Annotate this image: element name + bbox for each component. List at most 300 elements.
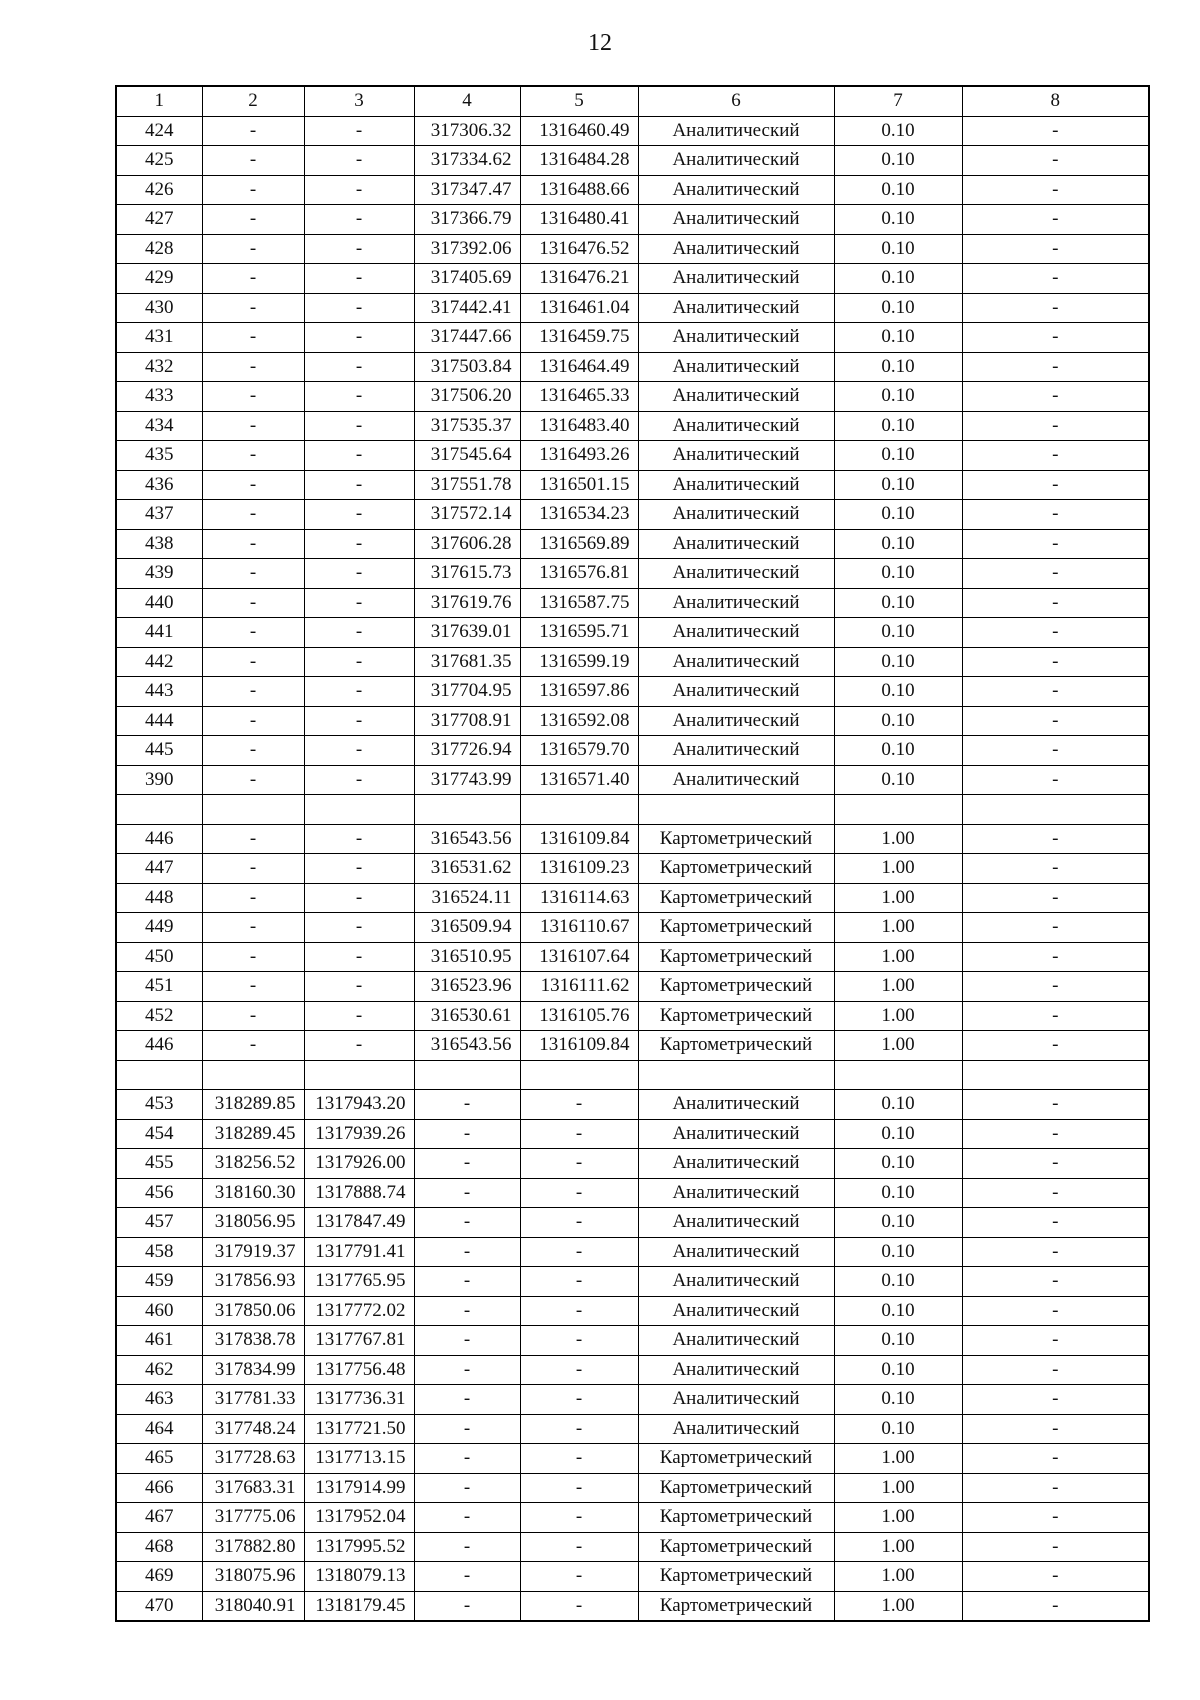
coord-x-old-cell: - xyxy=(202,146,304,176)
coord-y-new-cell: - xyxy=(520,1385,638,1415)
coord-y-old-cell: - xyxy=(304,913,414,943)
table-row xyxy=(116,1149,1149,1179)
accuracy-cell: 0.10 xyxy=(834,529,962,559)
coord-x-new-cell: - xyxy=(414,1385,520,1415)
point-number-cell: 390 xyxy=(116,765,202,795)
method-cell: Аналитический xyxy=(638,1326,834,1356)
coord-y-old-cell: - xyxy=(304,883,414,913)
coord-y-old-cell: - xyxy=(304,382,414,412)
accuracy-cell: 0.10 xyxy=(834,736,962,766)
point-number-cell: 454 xyxy=(116,1119,202,1149)
coord-y-new-cell: 1316579.70 xyxy=(520,736,638,766)
point-number-cell: 441 xyxy=(116,618,202,648)
table-row xyxy=(116,1178,1149,1208)
coord-y-new-cell: 1316599.19 xyxy=(520,647,638,677)
coord-y-new-cell: 1316107.64 xyxy=(520,942,638,972)
table-row xyxy=(116,352,1149,382)
description-cell: - xyxy=(962,1267,1149,1297)
point-number-cell: 445 xyxy=(116,736,202,766)
description-cell xyxy=(962,795,1149,825)
coord-x-old-cell: - xyxy=(202,765,304,795)
method-cell: Аналитический xyxy=(638,647,834,677)
coord-x-new-cell: 316510.95 xyxy=(414,942,520,972)
method-cell: Аналитический xyxy=(638,618,834,648)
accuracy-cell: 0.10 xyxy=(834,559,962,589)
description-cell: - xyxy=(962,1119,1149,1149)
coordinates-table xyxy=(115,85,1150,1622)
table-row xyxy=(116,323,1149,353)
description-cell: - xyxy=(962,942,1149,972)
description-cell: - xyxy=(962,588,1149,618)
coord-x-new-cell: - xyxy=(414,1237,520,1267)
column-header: 7 xyxy=(834,86,962,116)
coord-x-old-cell: - xyxy=(202,706,304,736)
point-number-cell: 449 xyxy=(116,913,202,943)
coord-y-old-cell xyxy=(304,795,414,825)
description-cell: - xyxy=(962,1090,1149,1120)
coord-y-new-cell: 1316109.84 xyxy=(520,1031,638,1061)
method-cell: Картометрический xyxy=(638,942,834,972)
coord-x-old-cell: - xyxy=(202,559,304,589)
description-cell: - xyxy=(962,116,1149,146)
description-cell: - xyxy=(962,1591,1149,1621)
coord-y-new-cell: - xyxy=(520,1414,638,1444)
coord-x-old-cell: - xyxy=(202,647,304,677)
description-cell: - xyxy=(962,323,1149,353)
description-cell: - xyxy=(962,824,1149,854)
table-row xyxy=(116,647,1149,677)
coord-y-old-cell: - xyxy=(304,942,414,972)
coord-y-new-cell: - xyxy=(520,1090,638,1120)
point-number-cell: 452 xyxy=(116,1001,202,1031)
point-number-cell: 435 xyxy=(116,441,202,471)
point-number-cell: 450 xyxy=(116,942,202,972)
coord-x-old-cell: 318075.96 xyxy=(202,1562,304,1592)
coord-x-new-cell: 317545.64 xyxy=(414,441,520,471)
coord-x-new-cell: 317704.95 xyxy=(414,677,520,707)
point-number-cell: 442 xyxy=(116,647,202,677)
point-number-cell: 467 xyxy=(116,1503,202,1533)
method-cell: Картометрический xyxy=(638,883,834,913)
table-row xyxy=(116,942,1149,972)
table-row xyxy=(116,854,1149,884)
accuracy-cell: 1.00 xyxy=(834,1473,962,1503)
method-cell: Картометрический xyxy=(638,913,834,943)
description-cell: - xyxy=(962,264,1149,294)
coord-x-new-cell: - xyxy=(414,1532,520,1562)
coord-y-old-cell: 1318179.45 xyxy=(304,1591,414,1621)
point-number-cell: 469 xyxy=(116,1562,202,1592)
accuracy-cell: 1.00 xyxy=(834,1532,962,1562)
coord-y-old-cell: - xyxy=(304,500,414,530)
table-row xyxy=(116,972,1149,1002)
method-cell: Аналитический xyxy=(638,293,834,323)
point-number-cell: 446 xyxy=(116,1031,202,1061)
coord-y-new-cell: 1316483.40 xyxy=(520,411,638,441)
coord-x-old-cell: 318056.95 xyxy=(202,1208,304,1238)
coord-y-new-cell: - xyxy=(520,1119,638,1149)
coord-x-new-cell: - xyxy=(414,1090,520,1120)
accuracy-cell: 1.00 xyxy=(834,1444,962,1474)
table-row xyxy=(116,1296,1149,1326)
accuracy-cell: 0.10 xyxy=(834,1385,962,1415)
coord-y-new-cell: - xyxy=(520,1591,638,1621)
coord-y-new-cell: 1316459.75 xyxy=(520,323,638,353)
coord-y-old-cell: - xyxy=(304,706,414,736)
column-header: 2 xyxy=(202,86,304,116)
accuracy-cell: 0.10 xyxy=(834,441,962,471)
method-cell: Картометрический xyxy=(638,1503,834,1533)
coord-x-new-cell: 317405.69 xyxy=(414,264,520,294)
coord-x-old-cell: - xyxy=(202,323,304,353)
method-cell: Аналитический xyxy=(638,116,834,146)
coord-y-new-cell: 1316476.52 xyxy=(520,234,638,264)
coord-y-new-cell: - xyxy=(520,1326,638,1356)
table-row xyxy=(116,1385,1149,1415)
coord-y-new-cell: 1316109.84 xyxy=(520,824,638,854)
page-number: 12 xyxy=(588,30,612,56)
description-cell: - xyxy=(962,1296,1149,1326)
method-cell: Картометрический xyxy=(638,1562,834,1592)
table-row xyxy=(116,264,1149,294)
method-cell: Аналитический xyxy=(638,736,834,766)
coord-x-new-cell: - xyxy=(414,1178,520,1208)
method-cell: Картометрический xyxy=(638,824,834,854)
accuracy-cell: 0.10 xyxy=(834,352,962,382)
method-cell: Аналитический xyxy=(638,175,834,205)
accuracy-cell: 0.10 xyxy=(834,765,962,795)
point-number-cell: 468 xyxy=(116,1532,202,1562)
coord-x-new-cell xyxy=(414,795,520,825)
coord-y-new-cell: 1316597.86 xyxy=(520,677,638,707)
coord-x-old-cell: - xyxy=(202,618,304,648)
table-row xyxy=(116,382,1149,412)
coord-x-old-cell: 317850.06 xyxy=(202,1296,304,1326)
coord-y-old-cell: - xyxy=(304,146,414,176)
table-row xyxy=(116,1355,1149,1385)
accuracy-cell: 0.10 xyxy=(834,470,962,500)
coord-x-new-cell: 317681.35 xyxy=(414,647,520,677)
table-row xyxy=(116,1237,1149,1267)
table-row xyxy=(116,1414,1149,1444)
coord-y-new-cell: 1316105.76 xyxy=(520,1001,638,1031)
coord-x-old-cell: - xyxy=(202,588,304,618)
coord-x-old-cell: - xyxy=(202,500,304,530)
coord-x-new-cell: - xyxy=(414,1503,520,1533)
coord-x-new-cell: 316524.11 xyxy=(414,883,520,913)
coord-y-new-cell: - xyxy=(520,1237,638,1267)
point-number-cell: 458 xyxy=(116,1237,202,1267)
accuracy-cell: 0.10 xyxy=(834,1178,962,1208)
method-cell: Картометрический xyxy=(638,972,834,1002)
coord-x-old-cell: 317838.78 xyxy=(202,1326,304,1356)
coord-x-new-cell xyxy=(414,1060,520,1090)
coord-x-old-cell: - xyxy=(202,913,304,943)
accuracy-cell xyxy=(834,795,962,825)
point-number-cell: 453 xyxy=(116,1090,202,1120)
description-cell: - xyxy=(962,1178,1149,1208)
coord-x-new-cell: 317743.99 xyxy=(414,765,520,795)
point-number-cell xyxy=(116,795,202,825)
method-cell: Картометрический xyxy=(638,1031,834,1061)
point-number-cell: 446 xyxy=(116,824,202,854)
description-cell: - xyxy=(962,1444,1149,1474)
description-cell: - xyxy=(962,146,1149,176)
coord-y-new-cell: - xyxy=(520,1149,638,1179)
method-cell: Картометрический xyxy=(638,1473,834,1503)
method-cell: Аналитический xyxy=(638,1090,834,1120)
table-row xyxy=(116,1326,1149,1356)
coord-y-new-cell: 1316569.89 xyxy=(520,529,638,559)
coord-x-old-cell: 318256.52 xyxy=(202,1149,304,1179)
description-cell: - xyxy=(962,647,1149,677)
coord-x-new-cell: 316523.96 xyxy=(414,972,520,1002)
accuracy-cell: 0.10 xyxy=(834,1237,962,1267)
accuracy-cell: 0.10 xyxy=(834,706,962,736)
description-cell: - xyxy=(962,972,1149,1002)
table-row xyxy=(116,736,1149,766)
coord-x-new-cell: - xyxy=(414,1326,520,1356)
coord-x-old-cell: - xyxy=(202,854,304,884)
method-cell: Аналитический xyxy=(638,500,834,530)
coord-y-new-cell: - xyxy=(520,1473,638,1503)
table-row xyxy=(116,588,1149,618)
method-cell xyxy=(638,1060,834,1090)
coord-x-new-cell: 317347.47 xyxy=(414,175,520,205)
point-number-cell: 466 xyxy=(116,1473,202,1503)
coord-y-new-cell: - xyxy=(520,1208,638,1238)
accuracy-cell: 0.10 xyxy=(834,116,962,146)
description-cell: - xyxy=(962,1149,1149,1179)
coord-x-old-cell: - xyxy=(202,382,304,412)
table-row xyxy=(116,1562,1149,1592)
table-row xyxy=(116,824,1149,854)
coord-y-old-cell: 1317888.74 xyxy=(304,1178,414,1208)
method-cell: Аналитический xyxy=(638,441,834,471)
description-cell: - xyxy=(962,677,1149,707)
coord-x-old-cell: - xyxy=(202,972,304,1002)
coord-y-new-cell: - xyxy=(520,1562,638,1592)
description-cell: - xyxy=(962,913,1149,943)
coord-x-old-cell: - xyxy=(202,205,304,235)
coord-x-old-cell: 317775.06 xyxy=(202,1503,304,1533)
coord-y-old-cell: 1317939.26 xyxy=(304,1119,414,1149)
accuracy-cell: 0.10 xyxy=(834,146,962,176)
accuracy-cell: 0.10 xyxy=(834,175,962,205)
coord-x-new-cell: 317726.94 xyxy=(414,736,520,766)
accuracy-cell: 0.10 xyxy=(834,618,962,648)
accuracy-cell: 0.10 xyxy=(834,647,962,677)
description-cell: - xyxy=(962,470,1149,500)
description-cell xyxy=(962,1060,1149,1090)
point-number-cell: 455 xyxy=(116,1149,202,1179)
coord-y-old-cell: - xyxy=(304,647,414,677)
table-row xyxy=(116,411,1149,441)
table-row xyxy=(116,175,1149,205)
coord-y-new-cell: 1316114.63 xyxy=(520,883,638,913)
method-cell: Аналитический xyxy=(638,146,834,176)
accuracy-cell: 1.00 xyxy=(834,1031,962,1061)
point-number-cell: 444 xyxy=(116,706,202,736)
coord-x-new-cell: - xyxy=(414,1444,520,1474)
coord-y-old-cell: 1317767.81 xyxy=(304,1326,414,1356)
accuracy-cell: 0.10 xyxy=(834,382,962,412)
method-cell: Картометрический xyxy=(638,1591,834,1621)
table-row xyxy=(116,1267,1149,1297)
accuracy-cell: 1.00 xyxy=(834,824,962,854)
description-cell: - xyxy=(962,1532,1149,1562)
table-row xyxy=(116,1532,1149,1562)
table-row xyxy=(116,116,1149,146)
coord-y-old-cell: - xyxy=(304,972,414,1002)
method-cell: Аналитический xyxy=(638,677,834,707)
point-number-cell: 431 xyxy=(116,323,202,353)
point-number-cell: 424 xyxy=(116,116,202,146)
coord-x-new-cell: 316531.62 xyxy=(414,854,520,884)
coord-x-new-cell: 317708.91 xyxy=(414,706,520,736)
point-number-cell: 447 xyxy=(116,854,202,884)
column-header: 8 xyxy=(962,86,1149,116)
coord-x-new-cell: 316543.56 xyxy=(414,824,520,854)
coord-y-old-cell: - xyxy=(304,765,414,795)
accuracy-cell: 0.10 xyxy=(834,1326,962,1356)
coord-y-new-cell: 1316109.23 xyxy=(520,854,638,884)
accuracy-cell: 1.00 xyxy=(834,854,962,884)
description-cell: - xyxy=(962,500,1149,530)
coord-x-old-cell: - xyxy=(202,736,304,766)
coord-y-new-cell: 1316476.21 xyxy=(520,264,638,294)
description-cell: - xyxy=(962,1503,1149,1533)
method-cell: Аналитический xyxy=(638,706,834,736)
method-cell: Аналитический xyxy=(638,1178,834,1208)
description-cell: - xyxy=(962,1473,1149,1503)
coord-x-old-cell: 317919.37 xyxy=(202,1237,304,1267)
coord-x-old-cell: 317748.24 xyxy=(202,1414,304,1444)
description-cell: - xyxy=(962,1237,1149,1267)
description-cell: - xyxy=(962,765,1149,795)
coord-x-new-cell: - xyxy=(414,1208,520,1238)
table-body xyxy=(116,116,1149,1621)
coord-y-old-cell: 1318079.13 xyxy=(304,1562,414,1592)
coord-x-new-cell: - xyxy=(414,1562,520,1592)
coord-x-new-cell: 316543.56 xyxy=(414,1031,520,1061)
coord-y-old-cell: - xyxy=(304,618,414,648)
accuracy-cell: 1.00 xyxy=(834,883,962,913)
table-row xyxy=(116,205,1149,235)
method-cell: Аналитический xyxy=(638,1149,834,1179)
accuracy-cell: 0.10 xyxy=(834,500,962,530)
point-number-cell: 433 xyxy=(116,382,202,412)
coord-x-new-cell: 317619.76 xyxy=(414,588,520,618)
description-cell: - xyxy=(962,529,1149,559)
coord-y-old-cell: 1317721.50 xyxy=(304,1414,414,1444)
coord-x-new-cell: - xyxy=(414,1473,520,1503)
coord-y-new-cell: 1316460.49 xyxy=(520,116,638,146)
method-cell: Аналитический xyxy=(638,323,834,353)
coord-x-new-cell: 317442.41 xyxy=(414,293,520,323)
coord-y-old-cell: 1317765.95 xyxy=(304,1267,414,1297)
coord-x-old-cell: 318289.45 xyxy=(202,1119,304,1149)
coord-y-new-cell xyxy=(520,795,638,825)
table-row xyxy=(116,441,1149,471)
point-number-cell: 438 xyxy=(116,529,202,559)
method-cell: Аналитический xyxy=(638,588,834,618)
table-row xyxy=(116,618,1149,648)
method-cell: Картометрический xyxy=(638,1532,834,1562)
coord-y-old-cell: - xyxy=(304,293,414,323)
column-header: 3 xyxy=(304,86,414,116)
coord-x-new-cell: 317606.28 xyxy=(414,529,520,559)
coord-x-old-cell: - xyxy=(202,293,304,323)
coord-x-old-cell: - xyxy=(202,883,304,913)
description-cell: - xyxy=(962,382,1149,412)
point-number-cell: 457 xyxy=(116,1208,202,1238)
point-number-cell: 461 xyxy=(116,1326,202,1356)
accuracy-cell: 0.10 xyxy=(834,264,962,294)
description-cell: - xyxy=(962,175,1149,205)
table-row xyxy=(116,1090,1149,1120)
coord-y-new-cell: - xyxy=(520,1532,638,1562)
coord-x-old-cell: 317728.63 xyxy=(202,1444,304,1474)
coord-y-old-cell: - xyxy=(304,854,414,884)
accuracy-cell: 0.10 xyxy=(834,323,962,353)
coord-y-old-cell: - xyxy=(304,205,414,235)
method-cell: Аналитический xyxy=(638,1267,834,1297)
coord-x-new-cell: - xyxy=(414,1591,520,1621)
table-row xyxy=(116,1444,1149,1474)
column-header: 6 xyxy=(638,86,834,116)
coord-y-old-cell: - xyxy=(304,411,414,441)
coord-x-new-cell: 317503.84 xyxy=(414,352,520,382)
coord-y-old-cell: - xyxy=(304,1001,414,1031)
coord-x-old-cell: - xyxy=(202,824,304,854)
table-row xyxy=(116,1031,1149,1061)
description-cell: - xyxy=(962,293,1149,323)
point-number-cell: 428 xyxy=(116,234,202,264)
point-number-cell: 464 xyxy=(116,1414,202,1444)
coord-x-new-cell: - xyxy=(414,1355,520,1385)
point-number-cell: 440 xyxy=(116,588,202,618)
description-cell: - xyxy=(962,1326,1149,1356)
coord-y-new-cell: 1316110.67 xyxy=(520,913,638,943)
description-cell: - xyxy=(962,234,1149,264)
description-cell: - xyxy=(962,1414,1149,1444)
method-cell: Аналитический xyxy=(638,1296,834,1326)
table-row xyxy=(116,883,1149,913)
coord-y-new-cell: 1316493.26 xyxy=(520,441,638,471)
point-number-cell: 459 xyxy=(116,1267,202,1297)
table-row xyxy=(116,529,1149,559)
coord-x-old-cell xyxy=(202,795,304,825)
coord-y-new-cell xyxy=(520,1060,638,1090)
coord-x-new-cell: 317506.20 xyxy=(414,382,520,412)
table-row xyxy=(116,1119,1149,1149)
coord-x-new-cell: 316509.94 xyxy=(414,913,520,943)
point-number-cell: 437 xyxy=(116,500,202,530)
point-number-cell: 443 xyxy=(116,677,202,707)
description-cell: - xyxy=(962,883,1149,913)
accuracy-cell: 1.00 xyxy=(834,1001,962,1031)
point-number-cell: 462 xyxy=(116,1355,202,1385)
table-row xyxy=(116,706,1149,736)
table-row xyxy=(116,1060,1149,1090)
table-row xyxy=(116,1001,1149,1031)
coord-x-old-cell: 317856.93 xyxy=(202,1267,304,1297)
coord-y-new-cell: 1316465.33 xyxy=(520,382,638,412)
description-cell: - xyxy=(962,1001,1149,1031)
point-number-cell: 436 xyxy=(116,470,202,500)
coord-x-old-cell: 318160.30 xyxy=(202,1178,304,1208)
